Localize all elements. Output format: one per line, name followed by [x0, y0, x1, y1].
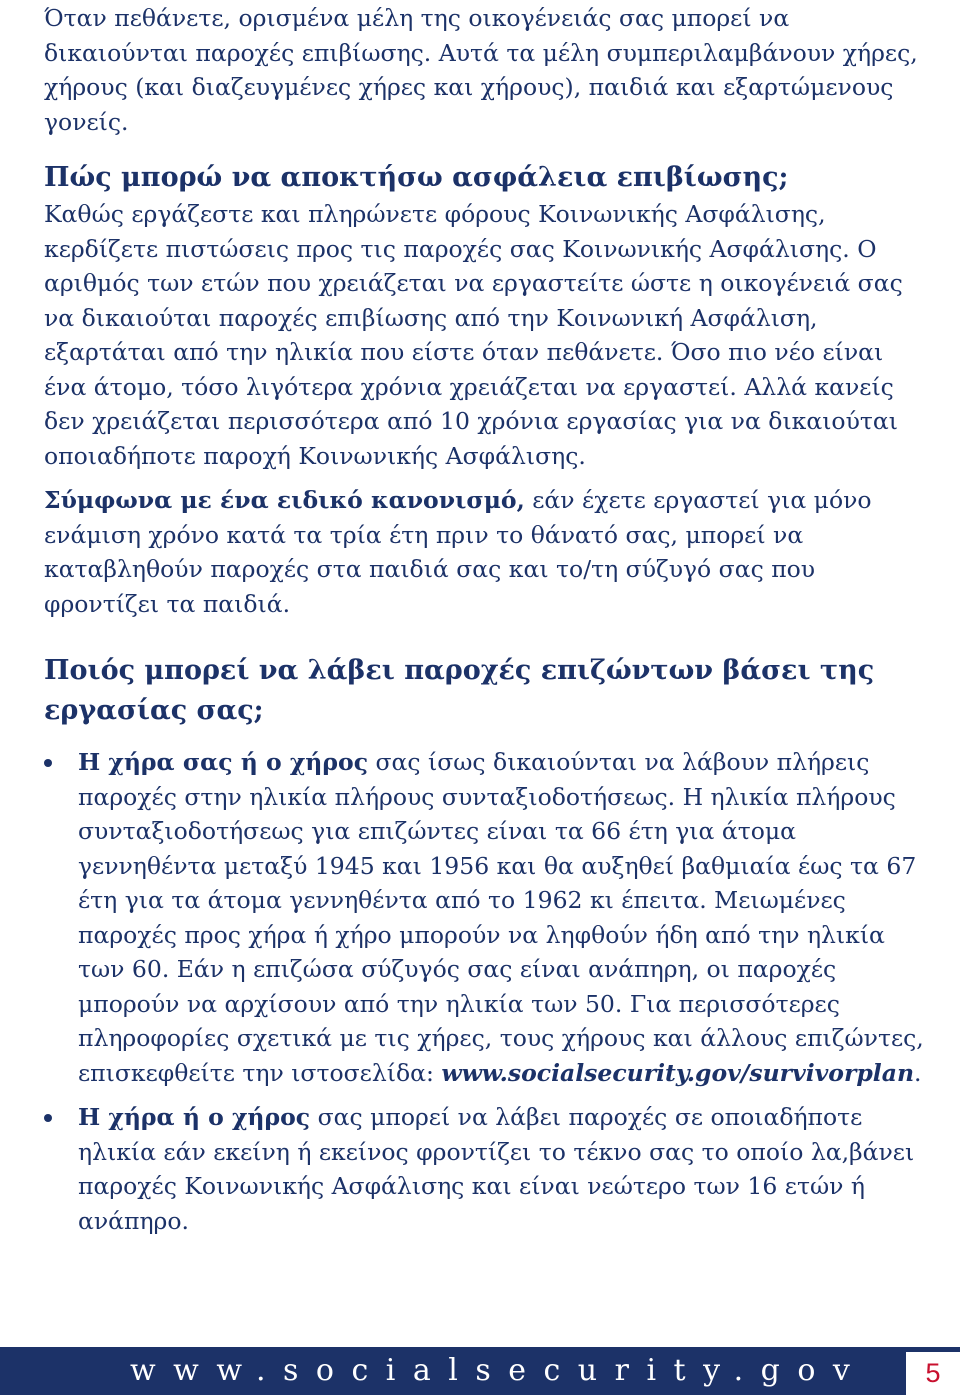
list-item	[44, 745, 924, 1090]
footer-bar	[0, 1347, 960, 1395]
bullet-icon	[44, 1114, 52, 1122]
who-can-get-benefits-heading: Ποιός μπορεί να λάβει παροχές επιζώντων βάσει της εργασίας σας;	[44, 655, 875, 726]
intro-paragraph: Όταν πεθάνετε, ορισμένα μέλη της οικογένειάς σας μπορεί να δικαιούνται παροχές επιβίωσης. Αυτά τα μέλη συμπεριλαμβάνουν χήρες, χήρους (και διαζευγμένες χήρες και χήρους), παιδιά και εξαρτώμενους γονείς.	[44, 4, 918, 136]
page-content	[44, 0, 924, 1248]
survivors-insurance-heading: Πώς μπορώ να αποκτήσω ασφάλεια επιβίωσης;	[44, 162, 789, 193]
special-rule-text: εάν έχετε εργαστεί για μόνο ενάμιση χρόνο κατά τα τρία έτη πριν το θάνατό σας, μπορεί να καταβληθούν παροχές στα παιδιά σας και το/τη σύζυγό σας που φροντίζει τα παιδιά.	[44, 486, 872, 618]
credits-paragraph: Καθώς εργάζεστε και πληρώνετε φόρους Κοινωνικής Ασφάλισης, κερδίζετε πιστώσεις προς τις παροχές σας Κοινωνικής Ασφάλισης. Ο αριθμός των ετών που χρειάζεται να εργαστείτε ώστε η οικογένειά σας να δικαιούται παροχές επιβίωσης από την Κοινωνική Ασφάλιση, εξαρτάται από την ηλικία που είστε όταν πεθάνετε. Όσο πιο νέο είναι ένα άτομο, τόσο λιγότερα χρόνια χρειάζεται να εργαστεί. Αλλά κανείς δεν χρειάζεται περισσότερα από 10 χρόνια εργασίας για να δικαιούται οποιαδήποτε παροχή Κοινωνικής Ασφάλισης.	[44, 200, 903, 470]
bullet-lead: Η χήρα ή ο χήρος	[78, 1103, 311, 1131]
survivorplan-link[interactable]: www.socialsecurity.gov/survivorplan	[441, 1058, 915, 1087]
bullet-end: .	[914, 1058, 922, 1087]
bullet-text: σας μπορεί να λάβει παροχές σε οποιαδήποτε ηλικία εάν εκείνη ή εκείνος φροντίζει το τέκνο σας το οποίο λα,βάνει παροχές Κοινωνικής Ασφάλισης και είναι νεώτερο των 16 ετών ή ανάπηρο.	[78, 1103, 915, 1235]
bullet-text: σας ίσως δικαιούνται να λάβουν πλήρεις παροχές στην ηλικία πλήρους συνταξιοδοτήσεως. Η ηλικία πλήρους συνταξιοδοτήσεως για επιζώντες είναι τα 66 έτη για άτομα γεννηθέντα μεταξύ 1945 και 1956 και θα αυξηθεί βαθμιαία έως τα 67 έτη για τα άτομα γεννηθέντα από το 1962 κι έπειτα. Μειωμένες παροχές προς χήρα ή χήρο μπορούν να ληφθούν ήδη από την ηλικία των 60. Εάν η επιζώσα σύζυγός σας είναι ανάπηρη, οι παροχές μπορούν να αρχίσουν από την ηλικία των 50. Για περισσότερες πληροφορίες σχετικά με τις χήρες, τους χήρους και άλλους επιζώντες, επισκεφθείτε την ιστοσελίδα:	[78, 748, 924, 1087]
special-rule-lead: Σύμφωνα με ένα ειδικό κανονισμό,	[44, 486, 525, 514]
footer-url[interactable]: www.socialsecurity.gov	[130, 1353, 868, 1388]
special-rule-paragraph	[44, 483, 924, 621]
bullet-icon	[44, 759, 52, 767]
page-number: 5	[906, 1352, 960, 1395]
list-item	[44, 1100, 924, 1238]
benefits-list	[44, 745, 924, 1238]
bullet-lead: Η χήρα σας ή ο χήρος	[78, 748, 368, 776]
